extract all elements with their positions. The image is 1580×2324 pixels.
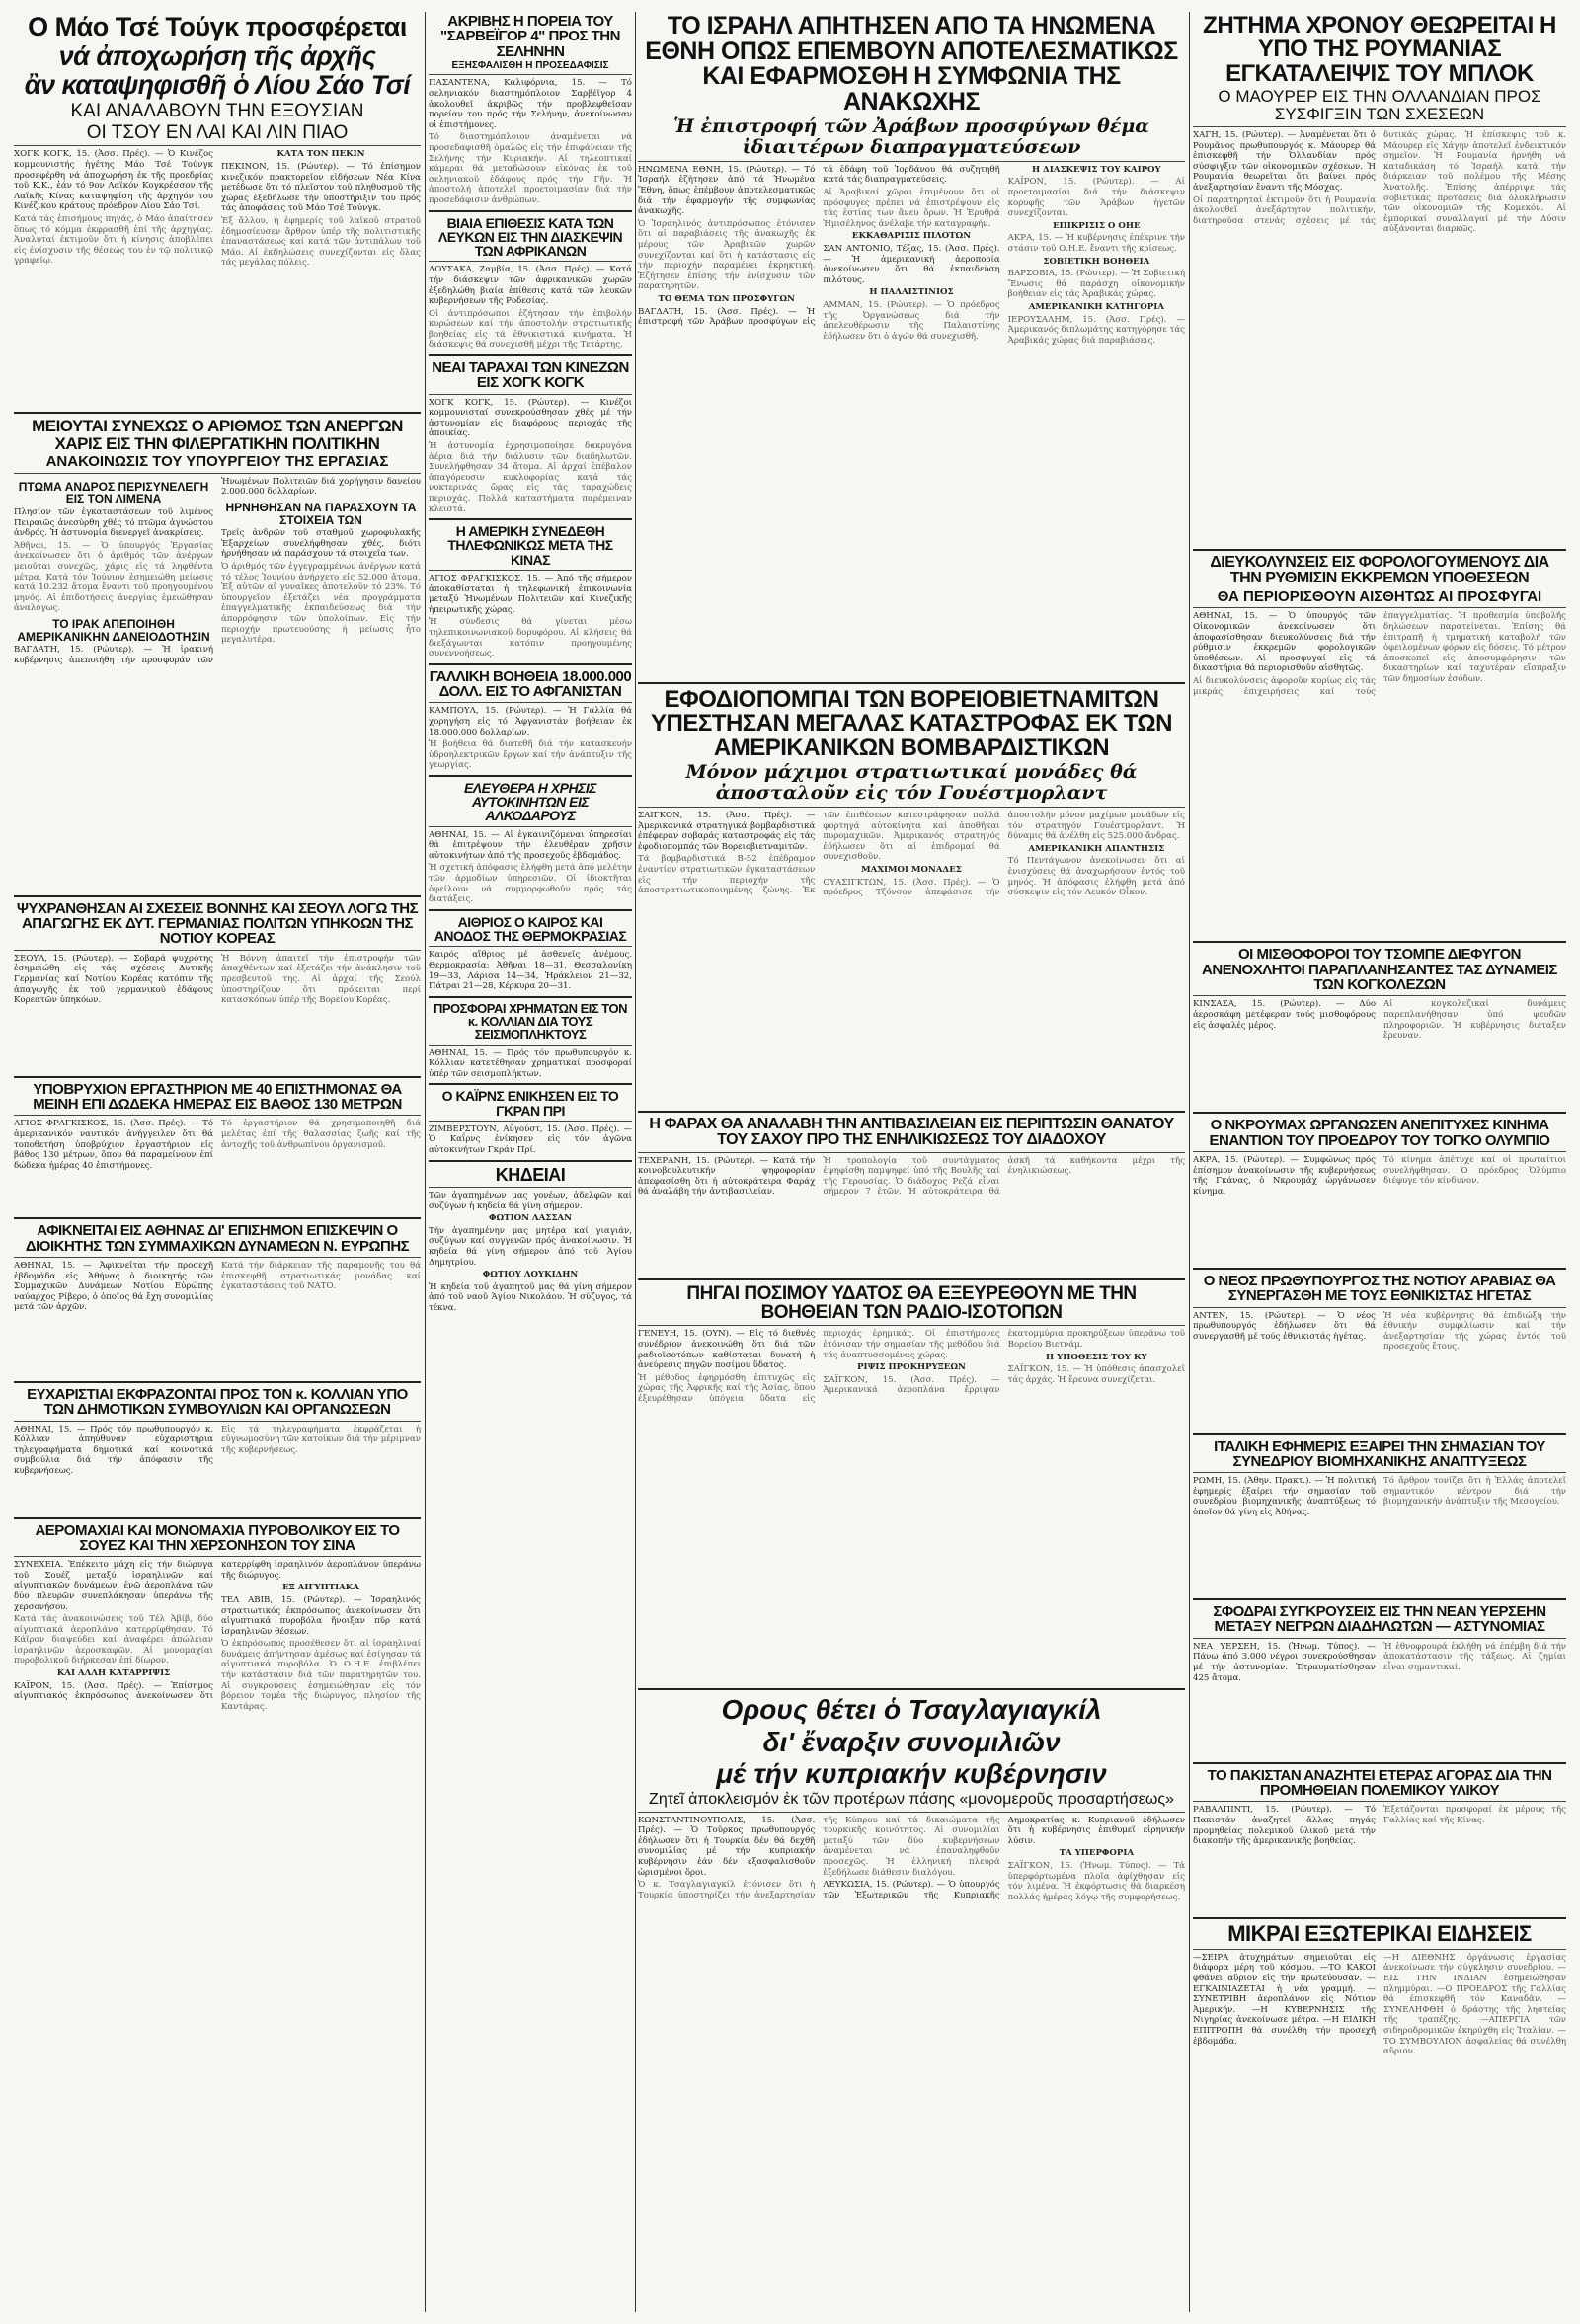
- funeral-name-2: ΦΩΤΙΟΥ ΛΟΥΚΙΔΗΝ: [482, 1270, 579, 1280]
- headline-notios-aravia: Ο ΝΕΟΣ ΠΡΩΘΥΠΟΥΡΓΟΣ ΤΗΣ ΝΟΤΙΟΥ ΑΡΑΒΙΑΣ ΘΑ ΣΥΝΕΡΓΑΣΘΗ ΜΕ ΤΟΥΣ ΕΘΝΙΚΙΣΤΑΣ ΗΓΕΤΑΣ: [1203, 1272, 1556, 1305]
- subhead-kata-ton-pekin: ΚΑΤΑ ΤΟΝ ΠΕΚΙΝ: [276, 149, 365, 160]
- funeral-name-1: ΦΩΤΙΟΝ ΛΑΣΣΑΝ: [489, 1213, 572, 1224]
- subhead-ptoma: ΠΤΩΜΑ ΑΝΔΡΟΣ ΠΕΡΙΣΥΝΕΛΕΓΗ ΕΙΣ ΤΟΝ ΛΙΜΕΝΑ: [18, 479, 209, 506]
- headline-tsaglayangil-3: μέ τήν κυπριακήν κυβέρνησιν: [716, 1757, 1107, 1789]
- subhead-yperforia: ΤΑ ΥΠΕΡΦΟΡΙΑ: [1059, 1848, 1135, 1859]
- headline-nkroumach: Ο ΝΚΡΟΥΜΑΧ ΩΡΓΑΝΩΣΕΝ ΑΝΕΠΙΤΥΧΕΣ ΚΙΝΗΜΑ ΕΝΑΝΤΙΟΝ ΤΟΥ ΠΡΟΕΔΡΟΥ ΤΟΥ ΤΟΓΚΟ ΟΛΥΜΠΙΟ: [1209, 1117, 1550, 1149]
- subheadline-roumania: Ο ΜΑΟΥΡΕΡ ΕΙΣ ΤΗΝ ΟΛΛΑΝΔΙΑΝ ΠΡΟΣ ΣΥΣΦΙΓΞΙΝ ΤΩΝ ΣΧΕΣΕΩΝ: [1218, 87, 1541, 124]
- article-farach-body: ΤΕΧΕΡΑΝΗ, 15. (Ρώυτερ). — Κατά τήν κοινοβουλευτικήν ψηφοφορίαν ἀπεφασίσθη ὅτι ἡ αὐτοκράτειρα Φαράχ θά ἀναλάβη τήν ἀντιβασιλείαν. Ἡ τροπολογία τοῦ συντάγματος ἐψηφίσθη παμψηφεί ὑπό τῆς Βουλῆς καί τῆς Γερουσίας. Ὁ διάδοχος Ρεζά εἶναι σήμερον 7 ἐτῶν. Ἡ αὐτοκράτειρα θά ἀσκῆ τά καθήκοντα μέχρι τῆς ἐνηλικιώσεως.: [638, 1155, 1185, 1198]
- subheadline-mao-2: ΟΙ ΤΣΟΥ ΕΝ ΛΑΙ ΚΑΙ ΛΙΝ ΠΙΑΟ: [86, 121, 349, 143]
- headline-mao-1: Ο Μάο Τσέ Τούγκ προσφέρεται: [28, 12, 407, 41]
- headline-bonn-seoul: ΨΥΧΡΑΝΘΗΣΑΝ ΑΙ ΣΧΕΣΕΙΣ ΒΟΝΝΗΣ ΚΑΙ ΣΕΟΥΛ ΛΟΓΩ ΤΗΣ ΑΠΑΓΩΓΗΣ ΕΚ ΔΥΤ. ΓΕΡΜΑΝΙΑΣ ΠΟΛΙΤΩΝ ΥΠΗΚΟΩΝ ΤΗΣ ΝΟΤΙΟΥ ΚΟΡΕΑΣ: [16, 899, 419, 948]
- article-eucharistiai-body: ΑΘΗΝΑΙ, 15. — Πρός τόν πρωθυπουργόν κ. Κόλλιαν ἀπηύθυναν εὐχαριστήρια τηλεγραφήματα δημοτικά καί κοινοτικά συμβούλια διά τήν ἀπόφασιν τῆς κυβερνήσεως. Εἰς τά τηλεγραφήματα ἐκφράζεται ἡ εὐγνωμοσύνη τῶν κατοίκων διά τήν μέριμναν τῆς κυβερνήσεως.: [14, 1424, 421, 1476]
- subhead-amerikaniki-apantisis: ΑΜΕΡΙΚΑΝΙΚΗ ΑΠΑΝΤΗΣΙΣ: [1028, 843, 1165, 854]
- headline-sarveyor: ΑΚΡΙΒΗΣ Η ΠΟΡΕΙΑ ΤΟΥ "ΣΑΡΒΕΪΓΟΡ 4" ΠΡΟΣ ΤΗΝ ΣΕΛΗΝΗΝ: [440, 13, 620, 60]
- article-nea-tarachai-body: ΧΟΓΚ ΚΟΓΚ, 15. (Ρώυτερ). — Κινέζοι κομμουνισταί συνεκρούσθησαν χθές μέ τήν ἀστυνομίαν εἰς διαφόρους περιοχάς τῆς ἀποικίας.: [429, 397, 632, 439]
- article-mao-body: ΧΟΓΚ ΚΟΓΚ, 15. (Ἀσσ. Πρές). — Ὁ Κινέζος κομμουνιστής ἡγέτης Μάο Τσέ Τούνγκ προσεφέρθη νά ἀποχωρήση ἐκ τῆς προεδρίας τοῦ Κ.Κ., ἐάν τό 9ον Λαϊκόν Κογκρέσσον τῆς Λαϊκῆς Κίνας καταψηφίση τῆς ἀρχηγόν του Κινέζικου κράτους πρόεδρον Λίου Σάο Τσί. Κατά τάς ἐπισήμους πηγάς, ὁ Μάο ἀπαίτησεν ὅπως τό κόμμα ἐκφρασθῆ ἐπί τῆς ἀρχηγίας. Ἀναλυταί ἐκτιμοῦν ὅτι ἡ κίνησις ἀποβλέπει εἰς ἐνίσχυσιν τῆς θέσεώς του ἐν τῷ πολιτικῷ γραφείῳ. ΚΑΤΑ ΤΟΝ ΠΕΚΙΝ ΠΕΚΙΝΟΝ, 15. (Ρώυτερ). — Τό ἐπίσημον κινεζικόν πρακτορεῖον εἰδήσεων Νέα Κίνα μετέδωσε ὅτι τό πλεῖστον τοῦ πληθυσμοῦ τῆς χώρας ἐξεδήλωσε τήν ὑποστήριξιν του πρός τάς ἀποφάσεις τοῦ Μάο Τσέ Τούνγκ. Ἐξ ἄλλου, ἡ ἐφημερίς τοῦ λαϊκοῦ στρατοῦ ἐδημοσίευσεν ἄρθρον ὑπέρ τῆς πολιτιστικῆς ἐπαναστάσεως καί κατά τῶν ἀντιπάλων τοῦ Μάο. Αἱ ἐκδηλώσεις συνεχίζονται εἰς ὅλας τάς μεγάλας πόλεις.: [14, 149, 421, 269]
- subheadline-efodiopompai: Μόνον μάχιμοι στρατιωτικαί μονάδες θά ἀποσταλοῦν εἰς τόν Γουέστμορλαντ: [685, 761, 1138, 805]
- headline-galliki-voitheia: ΓΑΛΛΙΚΗ ΒΟΗΘΕΙΑ 18.000.000 ΔΟΛΛ. ΕΙΣ ΤΟ ΑΦΓΑΝΙΣΤΑΝ: [429, 667, 632, 701]
- headline-misthoforoi: ΟΙ ΜΙΣΘΟΦΟΡΟΙ ΤΟΥ ΤΣΟΜΠΕ ΔΙΕΦΥΓΟΝ ΑΝΕΝΟΧΛΗΤΟΙ ΠΑΡΑΠΛΑΝΗΣΑΝΤΕΣ ΤΑΣ ΔΥΝΑΜΕΙΣ ΤΩΝ ΚΟΓΚΟΛΕΖΩΝ: [1202, 946, 1557, 994]
- headline-afiknitai: ΑΦΙΚΝΕΙΤΑΙ ΕΙΣ ΑΘΗΝΑΣ ΔΙ' ΕΠΙΣΗΜΟΝ ΕΠΙΣΚΕΨΙΝ Ο ΔΙΟΙΚΗΤΗΣ ΤΩΝ ΣΥΜΜΑΧΙΚΩΝ ΔΥΝΑΜΕΩΝ Ν. ΕΥΡΩΠΗΣ: [25, 1222, 410, 1255]
- headline-nea-yersei: ΣΦΟΔΡΑΙ ΣΥΓΚΡΟΥΣΕΙΣ ΕΙΣ ΤΗΝ ΝΕΑΝ ΥΕΡΣΕΗΝ ΜΕΤΑΞΥ ΝΕΓΡΩΝ ΔΙΑΔΗΛΩΤΩΝ — ΑΣΤΥΝΟΜΙΑΣ: [1213, 1603, 1546, 1636]
- column-rule: [425, 12, 426, 2312]
- article-roumania-body: ΧΑΓΗ, 15. (Ρώυτερ). — Ἀναμένεται ὅτι ὁ Ρουμᾶνος πρωθυπουργός κ. Μάουρερ θά ἐπισκεφθῆ τήν Ὀλλανδίαν πρός σύσφιγξιν τῶν οἰκονομικῶν σχέσεων. Ἡ Ρουμανία θεωρεῖται ὅτι βαίνει πρός ἀνεξαρτησίαν ἔναντι τῆς Μόσχας. Οἱ παρατηρηταί ἐκτιμοῦν ὅτι ἡ Ρουμανία ἀκολουθεῖ ἀνεξάρτητον πολιτικήν, διατηροῦσα στενάς σχέσεις μέ τάς δυτικάς χώρας. Ἡ ἐπίσκεψις τοῦ κ. Μάουρερ εἰς Χάγην ἀποτελεῖ ἐνδεικτικόν σημεῖον. Ἡ Ρουμανία ἠρνήθη νά καταδικάση τό Ἰσραήλ κατά τήν διάρκειαν τοῦ πολέμου τῆς Μέσης Ἀνατολῆς. Ἐπίσης ἀπέρριψε τάς σοβιετικάς προτάσεις διά ὀλοκλήρωσιν τῶν οἰκονομιῶν τῆς Κομεκόν. Αἱ ἐμπορικαί συναλλαγαί μέ τήν Δύσιν αὐξάνονται διαρκῶς.: [1193, 130, 1566, 235]
- subhead-ekkrisis-oie: ΕΠΙΚΡΙΣΙΣ Ο ΟΗΕ: [1053, 220, 1141, 231]
- article-afiknitai-body: ΑΘΗΝΑΙ, 15. — Ἀφικνεῖται τήν προσεχῆ ἑβδομάδα εἰς Ἀθήνας ὁ διοικητής τῶν Συμμαχικῶν Δυνάμεων Νοτίου Εὐρώπης ναύαρχος Ρίβερο, ὁ ὁποῖος θά ἔχη συνομιλίας μετά τῶν ἀρχῶν. Κατά τήν διάρκειαν τῆς παραμονῆς του θά ἐπισκεφθῆ στρατιωτικάς μονάδας καί ἐγκαταστάσεις τοῦ ΝΑΤΟ.: [14, 1260, 421, 1313]
- article-notios-aravia-body: ΑΝΤΕΝ, 15. (Ρώυτερ). — Ὁ νέος πρωθυπουργός ἐδήλωσεν ὅτι θά συνεργασθῆ μέ τούς ἐθνικιστάς ἡγέτας. Ἡ νέα κυβέρνησις θά ἐπιδιώξη τήν ἐθνικήν συμφιλίωσιν καί τήν ἀνεξαρτησίαν τῆς χώρας ἐντός τοῦ προσεχοῦς ἔτους.: [1193, 1310, 1566, 1353]
- article-nkroumach-body: ΑΚΡΑ, 15. (Ρώυτερ). — Συμφώνως πρός ἐπίσημον ἀνακοίνωσιν τῆς κυβερνήσεως τῆς Γκάνας, ὁ Νκρουμάχ ὠργάνωσεν κίνημα. Τό κίνημα ἀπέτυχε καί οἱ πρωταίτιοι συνελήφθησαν. Ὁ πρόεδρος Ὀλύμπιο διέφυγε τόν κίνδυνον.: [1193, 1154, 1566, 1197]
- subhead-ripsi: ΡΙΨΙΣ ΠΡΟΚΗΡΥΞΕΩΝ: [857, 1362, 966, 1373]
- headline-pakistan: ΤΟ ΠΑΚΙΣΤΑΝ ΑΝΑΖΗΤΕΙ ΕΤΕΡΑΣ ΑΓΟΡΑΣ ΔΙΑ ΤΗΝ ΠΡΟΜΗΘΕΙΑΝ ΠΟΛΕΜΙΚΟΥ ΥΛΙΚΟΥ: [1207, 1766, 1552, 1800]
- subhead-ypothesi: Η ΥΠΟΘΕΣΙΣ ΤΟΥ ΚΥ: [1045, 1352, 1147, 1362]
- headline-italiki: ΙΤΑΛΙΚΗ ΕΦΗΜΕΡΙΣ ΕΞΑΙΡΕΙ ΤΗΝ ΣΗΜΑΣΙΑΝ ΤΟΥ ΣΥΝΕΔΡΙΟΥ ΒΙΟΜΗΧΑΝΙΚΗΣ ΑΝΑΠΤΥΞΕΩΣ: [1214, 1437, 1545, 1470]
- subhead-palaistini: Η ΠΑΛΑΙΣΤΙΝΙΟΣ: [869, 287, 954, 298]
- column-2: ΑΚΡΙΒΗΣ Η ΠΟΡΕΙΑ ΤΟΥ "ΣΑΡΒΕΪΓΟΡ 4" ΠΡΟΣ ΤΗΝ ΣΕΛΗΝΗΝ ΕΞΗΣΦΑΛΙΣΘΗ Η ΠΡΟΣΕΔΑΦΙΣΙΣ ΠΑΣΑΝΤΕΝΑ, Καλιφόρνια, 15. — Τό σεληνιακόν διαστημόπλοιον Σαρβέϊγορ 4 ἀκολουθεῖ ἀκριβῶς τήν προβλεφθεῖσαν πορείαν του πρός τήν Σελήνην, ἀνεκοίνωσαν οἱ ἐπιστήμονες. Τό διαστημόπλοιον ἀναμένεται νά προσεδαφισθῆ ὁμαλῶς εἰς τήν ἐπιφάνειαν τῆς Σελήνης τήν Κυριακήν. Αἱ τηλεοπτικαί κάμεραι θά μεταδώσουν εἰκόνας ἐκ τοῦ σεληνιακοῦ ἐδάφους πρός τήν Γῆν. Ἡ ἀποστολή ἀποτελεῖ προετοιμασίαν διά τήν προσεδάφισιν ἀνθρώπων. ΒΙΑΙΑ ΕΠΙΘΕΣΙΣ ΚΑΤΑ ΤΩΝ ΛΕΥΚΩΝ ΕΙΣ ΤΗΝ ΔΙΑΣΚΕΨΙΝ ΤΩΝ ΑΦΡΙΚΑΝΩΝ ΛΟΥΣΑΚΑ, Ζαμβία, 15. (Ἀσσ. Πρές). — Κατά τήν διάσκεψιν τῶν ἀφρικανικῶν χωρῶν ἐξεδηλώθη βιαία ἐπίθεσις κατά τῶν λευκῶν κυβερνήσεων τῆς Ροδεσίας. Οἱ ἀντιπρόσωποι ἐζήτησαν τήν ἐπιβολήν κυρώσεων καί τήν ἀποστολήν στρατιωτικῆς βοηθείας εἰς τά ἐθνικιστικά κινήματα. Ἡ διάσκεψις θά συνεχισθῆ μέχρι τῆς Τετάρτης. ΝΕΑΙ ΤΑΡΑΧΑΙ ΤΩΝ ΚΙΝΕΖΩΝ ΕΙΣ ΧΟΓΚ ΚΟΓΚ ΧΟΓΚ ΚΟΓΚ, 15. (Ρώυτερ). — Κινέζοι κομμουνισταί συνεκρούσθησαν χθές μέ τήν ἀστυνομίαν εἰς διαφόρους περιοχάς τῆς ἀποικίας. Ἡ ἀστυνομία ἐχρησιμοποίησε δακρυγόνα ἀέρια διά τήν διάλυσιν τῶν διαδηλωτῶν. Συνελήφθησαν 34 ἄτομα. Αἱ ἀρχαί ἐπέβαλον ἀπαγόρευσιν κυκλοφορίας κατά τάς νυκτερινάς ὥρας εἰς τάς ταραχώδεις περιοχάς. Πολλά καταστήματα παρέμειναν κλειστά. Η ΑΜΕΡΙΚΗ ΣΥΝΕΔΕΘΗ ΤΗΛΕΦΩΝΙΚΩΣ ΜΕΤΑ ΤΗΣ ΚΙΝΑΣ ΑΓΙΟΣ ΦΡΑΓΚΙΣΚΟΣ, 15. — Ἀπό τῆς σήμερον ἀποκαθίσταται ἡ τηλεφωνική ἐπικοινωνία μεταξύ Ἡνωμένων Πολιτειῶν καί Κινεζικῆς ἠπειρωτικῆς χώρας. Ἡ σύνδεσις θά γίνεται μέσω τηλεπικοινωνιακοῦ δορυφόρου. Αἱ κλήσεις θά διεξάγωνται κατόπιν προηγουμένης συνεννοήσεως. ΓΑΛΛΙΚΗ ΒΟΗΘΕΙΑ 18.000.000 ΔΟΛΛ. ΕΙΣ ΤΟ ΑΦΓΑΝΙΣΤΑΝ ΚΑΜΠΟΥΛ, 15. (Ρώυτερ). — Ἡ Γαλλία θά χορηγήση εἰς τό Ἀφγανιστάν βοήθειαν ἐκ 18.000.000 δολλαρίων. Ἡ βοήθεια θά διατεθῆ διά τήν κατασκευήν ὑδροηλεκτρικῶν ἔργων καί τήν ἀνάπτυξιν τῆς γεωργίας. ΕΛΕΥΘΕΡΑ Η ΧΡΗΣΙΣ ΑΥΤΟΚΙΝΗΤΩΝ ΕΙΣ ΑΛΚΟΔΑΡΟΥΣ ΑΘΗΝΑΙ, 15. — Αἱ ἐγκαινιζόμεναι ὑπηρεσίαι θά ἐπιτρέψουν τήν ἐλευθέραν χρῆσιν αὐτοκινήτων ἀπό τῆς προσεχοῦς ἑβδομάδος. Ἡ σχετική ἀπόφασις ἐλήφθη μετά ἀπό μελέτην τῶν ἁρμοδίων ὑπηρεσιῶν. Οἱ ἰδιοκτῆται ὀφείλουν νά συμμορφωθοῦν πρός τάς διατάξεις. ΑΙΘΡΙΟΣ Ο ΚΑΙΡΟΣ ΚΑΙ ΑΝΟΔΟΣ ΤΗΣ ΘΕΡΜΟΚΡΑΣΙΑΣ Καιρός αἴθριος μέ ἀσθενεῖς ἀνέμους. Θερμοκρασία: Ἀθῆναι 18—31, Θεσσαλονίκη 19—33, Λάρισα 14—34, Ἡράκλειον 21—32, Πάτραι 21—28, Κέρκυρα 20—31. ΠΡΟΣΦΟΡΑΙ ΧΡΗΜΑΤΩΝ ΕΙΣ ΤΟΝ κ. ΚΟΛΛΙΑΝ ΔΙΑ ΤΟΥΣ ΣΕΙΣΜΟΠΛΗΚΤΟΥΣ ΑΘΗΝΑΙ, 15. — Πρός τόν πρωθυπουργόν κ. Κόλλιαν κατετέθησαν χρηματικαί προσφοραί ὑπέρ τῶν σεισμοπλήκτων. Ο ΚΑΪΡΝΣ ΕΝΙΚΗΣΕΝ ΕΙΣ ΤΟ ΓΚΡΑΝ ΠΡΙ ΖΙΜΒΕΡΣΤΟΥΝ, Αὐγούστ, 15. (Ἀσσ. Πρές). — Ὁ Καΐρνς ἐνίκησεν εἰς τόν ἀγῶνα αὐτοκινήτων Γκράν Πρί. ΚΗΔΕΙΑΙ Τῶν ἀγαπημένων μας γονέων, ἀδελφῶν καί συζύγων ἡ κηδεία θά γίνη σήμερον. ΦΩΤΙΟΝ ΛΑΣΣΑΝ Τήν ἀγαπημένην μας μητέρα καί γιαγιάν, συζύγων καί συγγενῶν πρός ἀνακοίνωσιν. Ἡ κηδεία θά γίνη σήμερον ἀπό τοῦ Ἁγίου Δημητρίου. ΦΩΤΙΟΥ ΛΟΥΚΙΔΗΝ Ἡ κηδεία τοῦ ἀγαπητοῦ μας θά γίνη σήμερον ἀπό τοῦ ναοῦ Ἁγίου Νικολάου. Ἡ σύζυγος, τά τέκνα.: [429, 13, 632, 1313]
- article-israel-body: ΗΝΩΜΕΝΑ ΕΘΝΗ, 15. (Ρώυτερ). — Τό Ἰσραήλ ἐζήτησεν ἀπό τά Ἡνωμένα Ἔθνη, ὅπως ἐπέμβουν ἀποτελεσματικῶς διά τήν ἐφαρμογήν τῆς συμφωνίας ἀνακωχῆς. Ὁ Ἰσραηλινός ἀντιπρόσωπος ἐτόνισεν ὅτι αἱ παραβιάσεις τῆς ἀνακωχῆς ἐκ μέρους τῶν Ἀραβικῶν χωρῶν συνεχίζονται καί ὅτι ἡ κατάστασις εἰς τήν περιοχήν παραμένει ἐκρηκτική. Ἐζήτησεν ἐπίσης τήν ἐνίσχυσιν τῶν παρατηρητῶν. ΤΟ ΘΕΜΑ ΤΩΝ ΠΡΟΣΦΥΓΩΝ ΒΑΓΔΑΤΗ, 15. (Ἀσσ. Πρές). — Ἡ ἐπιστροφή τῶν Ἀράβων προσφύγων εἰς τά ἐδάφη τοῦ Ἰορδάνου θά συζητηθῆ κατά τάς διαπραγματεύσεις. Αἱ Ἀραβικαί χῶραι ἐπιμένουν ὅτι οἱ πρόσφυγες πρέπει νά ἐπιστρέψουν εἰς τάς ἑστίας των ἄνευ ὅρων. Ἡ Ἐρυθρά Ἡμισέληνος ἀνέλαβε τήν καταγραφήν. ΕΚΚΑΘΑΡΙΣΙΣ ΠΙΛΟΤΩΝ ΣΑΝ ΑΝΤΟΝΙΟ, Τέξας, 15. (Ἀσσ. Πρές). — Ἡ ἀμερικανική ἀεροπορία ἀνεκοίνωσεν ὅτι θά ἐκπαιδεύση πιλότους. Η ΠΑΛΑΙΣΤΙΝΙΟΣ ΑΜΜΑΝ, 15. (Ρώυτερ). — Ὁ πρόεδρος τῆς Ὀργανώσεως διά τήν ἀπελευθέρωσιν τῆς Παλαιστίνης ἐδήλωσεν ὅτι ὁ ἀγών θά συνεχισθῆ. Η ΔΙΑΣΚΕΨΙΣ ΤΟΥ ΚΑΪΡΟΥ ΚΑΪΡΟΝ, 15. (Ρώυτερ). — Αἱ προετοιμασίαι διά τήν διάσκεψιν κορυφῆς τῶν Ἀράβων ἡγετῶν συνεχίζονται. ΕΠΙΚΡΙΣΙΣ Ο ΟΗΕ ΑΚΡΑ, 15. — Ἡ κυβέρνησις ἐπέκρινε τήν στάσιν τοῦ Ο.Η.Ε. ἔναντι τῆς κρίσεως. ΣΟΒΙΕΤΙΚΗ ΒΟΗΘΕΙΑ ΒΑΡΣΟΒΙΑ, 15. (Ρώυτερ). — Ἡ Σοβιετική Ἕνωσις θά παράσχη οἰκονομικήν βοήθειαν εἰς τάς Ἀραβικάς χώρας. ΑΜΕΡΙΚΑΝΙΚΗ ΚΑΤΗΓΟΡΙΑ ΙΕΡΟΥΣΑΛΗΜ, 15. (Ἀσσ. Πρές). — Ἀμερικανός διπλωμάτης κατηγόρησε τάς Ἀραβικάς χώρας διά παραβιάσεις.: [638, 164, 1185, 346]
- headline-israel: ΤΟ ΙΣΡΑΗΛ ΑΠΗΤΗΣΕΝ ΑΠΟ ΤΑ ΗΝΩΜΕΝΑ ΕΘΝΗ ΟΠΩΣ ΕΠΕΜΒΟΥΝ ΑΠΟΤΕΛΕΣΜΑΤΙΚΩΣ ΚΑΙ ΕΦΑΡΜΟΣΘΗ Η ΣΥΜΦΩΝΙΑ ΤΗΣ ΑΝΑΚΩΧΗΣ: [645, 12, 1178, 116]
- subhead-maximoi: ΜΑΧΙΜΟΙ ΜΟΝΑΔΕΣ: [861, 864, 962, 875]
- column-3: [638, 12, 1185, 2312]
- headline-tsaglayangil-2: δι' ἔναρξιν συνομιλιῶν: [762, 1726, 1061, 1757]
- headline-roumania: ΖΗΤΗΜΑ ΧΡΟΝΟΥ ΘΕΩΡΕΙΤΑΙ Η ΥΠΟ ΤΗΣ ΡΟΥΜΑΝΙΑΣ ΕΓΚΑΤΑΛΕΙΨΙΣ ΤΟΥ ΜΠΛΟΚ: [1203, 12, 1556, 87]
- article-pakistan-body: ΡΑΒΑΛΠΙΝΤΙ, 15. (Ρώυτερ). — Τό Πακιστάν ἀναζητεῖ ἄλλας πηγάς προμηθείας πολεμικοῦ ὑλικοῦ μετά τήν διακοπήν τῆς ἀμερικανικῆς βοηθείας. Ἐξετάζονται προσφοραί ἐκ μέρους τῆς Γαλλίας καί τῆς Κίνας.: [1193, 1805, 1566, 1847]
- subhead-irak: ΤΟ ΙΡΑΚ ΑΠΕΠΟΙΗΘΗ ΑΜΕΡΙΚΑΝΙΚΗΝ ΔΑΝΕΙΟΔΟΤΗΣΙΝ: [17, 617, 210, 644]
- subhead-katigoria: ΑΜΕΡΙΚΑΝΙΚΗ ΚΑΤΗΓΟΡΙΑ: [1028, 301, 1164, 312]
- headline-eucharistiai: ΕΥΧΑΡΙΣΤΙΑΙ ΕΚΦΡΑΖΟΝΤΑΙ ΠΡΟΣ ΤΟΝ κ. ΚΟΛΛΙΑΝ ΥΠΟ ΤΩΝ ΔΗΜΟΤΙΚΩΝ ΣΥΜΒΟΥΛΙΩΝ ΚΑΙ ΟΡΓΑΝΩΣΕΩΝ: [27, 1385, 408, 1419]
- headline-anergoi: ΜΕΙΟΥΤΑΙ ΣΥΝΕΧΩΣ Ο ΑΡΙΘΜΟΣ ΤΩΝ ΑΝΕΡΓΩΝ ΧΑΡΙΣ ΕΙΣ ΤΗΝ ΦΙΛΕΡΓΑΤΙΚΗΝ ΠΟΛΙΤΙΚΗΝ: [32, 417, 403, 453]
- headline-aeromachiai: ΑΕΡΟΜΑΧΙΑΙ ΚΑΙ ΜΟΝΟΜΑΧΙΑ ΠΥΡΟΒΟΛΙΚΟΥ ΕΙΣ ΤΟ ΣΟΥΕΖ ΚΑΙ ΤΗΝ ΧΕΡΣΟΝΗΣΟΝ ΤΟΥ ΣΙΝΑ: [35, 1521, 400, 1554]
- article-tsaglayangil-body: ΚΩΝΣΤΑΝΤΙΝΟΥΠΟΛΙΣ, 15. (Ἀσσ. Πρές). — Ὁ Τοῦρκος πρωθυπουργός ἐδήλωσεν ὅτι ἡ Τουρκία δέν θά δεχθῆ συνομιλίας μέ τήν κυπριακήν κυβέρνησιν ἐάν δέν ἐξασφαλισθοῦν ὡρισμένοι ὅροι. Ὁ κ. Τσαγλαγιαγκίλ ἐτόνισεν ὅτι ἡ Τουρκία ὑποστηρίζει τήν ἀνεξαρτησίαν τῆς Κύπρου καί τά δικαιώματα τῆς τουρκικῆς κοινότητος. Αἱ συνομιλίαι μεταξύ τῶν δύο κυβερνήσεων ἀναμένεται νά ἐπαναληφθοῦν προσεχῶς. Ἡ ἑλληνική πλευρά ἐξεδήλωσε διάθεσιν διαλόγου. ΛΕΥΚΩΣΙΑ, 15. (Ρώυτερ). — Ὁ ὑπουργός τῶν Ἐξωτερικῶν τῆς Κυπριακῆς Δημοκρατίας κ. Κυπριανοῦ ἐδήλωσεν ὅτι ἡ κυβέρνησις ἐπιθυμεῖ εἰρηνικήν λύσιν. ΤΑ ΥΠΕΡΦΟΡΙΑ ΣΑΪΓΚΟΝ, 15. (Ἡνωμ. Τύπος). — Τά ὑπερφόρτωμένα πλοῖα ἀφίχθησαν εἰς τόν λιμένα. Ἡ ἐκφόρτωσις θά διαρκέση πολλάς ἡμέρας λόγῳ τῆς συμφορήσεως.: [638, 1815, 1185, 1902]
- headline-eleuthera-xrisis: ΕΛΕΥΘΕΡΑ Η ΧΡΗΣΙΣ ΑΥΤΟΚΙΝΗΤΩΝ ΕΙΣ ΑΛΚΟΔΑΡΟΥΣ: [463, 779, 597, 824]
- headline-viaia-epithesis: ΒΙΑΙΑ ΕΠΙΘΕΣΙΣ ΚΑΤΑ ΤΩΝ ΛΕΥΚΩΝ ΕΙΣ ΤΗΝ ΔΙΑΣΚΕΨΙΝ ΤΩΝ ΑΦΡΙΚΑΝΩΝ: [437, 214, 623, 260]
- article-kairns-body: ΖΙΜΒΕΡΣΤΟΥΝ, Αὐγούστ, 15. (Ἀσσ. Πρές). — Ὁ Καΐρνς ἐνίκησεν εἰς τόν ἀγῶνα αὐτοκινήτων Γκράν Πρί.: [429, 1123, 632, 1155]
- subheadline-israel: Ἡ ἐπιστροφή τῶν Ἀράβων προσφύγων θέμα ἰδιαιτέρων διαπραγματεύσεων: [673, 116, 1149, 158]
- newspaper-page: [14, 12, 1566, 2312]
- headline-mikrai-eidiseis: ΜΙΚΡΑΙ ΕΞΩΤΕΡΙΚΑΙ ΕΙΔΗΣΕΙΣ: [1227, 1921, 1532, 1947]
- headline-aithrios: ΑΙΘΡΙΟΣ Ο ΚΑΙΡΟΣ ΚΑΙ ΑΝΟΔΟΣ ΤΗΣ ΘΕΡΜΟΚΡΑΣΙΑΣ: [434, 913, 627, 945]
- article-misthoforoi-body: ΚΙΝΣΑΣΑ, 15. (Ρώυτερ). — Δύο ἀεροσκάφη μετέφεραν τούς μισθοφόρους εἰς ἀσφαλές μέρος. Αἱ κογκολεζικαί δυνάμεις παρεπλανήθησαν ὑπό ψευδῶν πληροφοριῶν. Ἡ κυβέρνησις διέταξεν ἔρευναν.: [1193, 999, 1566, 1042]
- column-4: [1193, 12, 1566, 2312]
- subheadline-tsaglayangil: Ζητεῖ ἀποκλεισμόν ἐκ τῶν προτέρων πάσης «μονομεροῦς προσαρτήσεως»: [649, 1790, 1174, 1808]
- column-1: [14, 12, 421, 2312]
- article-bonn-seoul-body: ΣΕΟΥΛ, 15. (Ρώυτερ). — Σοβαρά ψυχρότης ἐσημειώθη εἰς τάς σχέσεις Δυτικῆς Γερμανίας καί Νοτίου Κορέας κατόπιν τῆς ἀπαγωγῆς ἐκ τοῦ γερμανικοῦ ἐδάφους Κορεατῶν ὑπηκόων. Ἡ Βόννη ἀπαιτεῖ τήν ἐπιστροφήν τῶν ἀπαχθέντων καί ἐξετάζει τήν ἀνάκλησιν τοῦ πρεσβευτοῦ της. Αἱ ἀρχαί τῆς Σεούλ ὑποστηρίζουν ὅτι πρόκειται περί κατασκόπων ὑπέρ τῆς Βορείου Κορέας.: [14, 953, 421, 1006]
- subhead-to-thema: ΤΟ ΘΕΜΑ ΤΩΝ ΠΡΟΣΦΥΓΩΝ: [658, 293, 795, 304]
- subheadline-mao-1: ΚΑΙ ΑΝΑΛΑΒΟΥΝ ΤΗΝ ΕΞΟΥΣΙΑΝ: [70, 100, 364, 121]
- headline-farach: Η ΦΑΡΑΧ ΘΑ ΑΝΑΛΑΒΗ ΤΗΝ ΑΝΤΙΒΑΣΙΛΕΙΑΝ ΕΙΣ ΠΕΡΙΠΤΩΣΙΝ ΘΑΝΑΤΟΥ ΤΟΥ ΣΑΧΟΥ ΠΡΟ ΤΗΣ ΕΝΗΛΙΚΙΩΣΕΩΣ ΤΟΥ ΔΙΑΔΟΧΟΥ: [649, 1115, 1174, 1149]
- article-foroi-body: ΑΘΗΝΑΙ, 15. — Ὁ ὑπουργός τῶν Οἰκονομικῶν ἀνεκοίνωσεν ὅτι ἀποφασίσθησαν διευκολύνσεις διά τήν ρύθμισιν ἐκκρεμῶν φορολογικῶν ὑποθέσεων. Αἱ προσφυγαί εἰς τά δικαστήρια θά περιορισθοῦν αἰσθητῶς. Αἱ διευκολύνσεις ἀφοροῦν κυρίως εἰς τάς μικράς ἐπιχειρήσεις καί τούς ἐπαγγελματίας. Ἡ προθεσμία ὑποβολῆς δηλώσεων παρατείνεται. Ἐπίσης θά ἐπιτραπῆ ἡ τμηματική καταβολή τῶν ὀφειλομένων φόρων εἰς δόσεις. Τό μέτρον ἀποσκοπεῖ εἰς ἀποσυμφόρησιν τῶν δικαστηρίων καί ταχυτέραν εἴσπραξιν τῶν δημοσίων ἐσόδων.: [1193, 611, 1566, 697]
- article-italiki-body: ΡΩΜΗ, 15. (Ἀθην. Πρακτ.). — Ἡ πολιτική ἐφημερίς ἐξαίρει τήν σημασίαν τοῦ συνεδρίου βιομηχανικῆς ἀναπτύξεως τό ὁποῖον θά γίνη εἰς Ἀθήνας. Τό ἄρθρον τονίζει ὅτι ἡ Ἑλλάς ἀποτελεῖ σημαντικόν κέντρον διά τήν βιομηχανικήν ἀνάπτυξιν τῆς Μεσογείου.: [1193, 1476, 1566, 1517]
- subhead-diaskepsi: Η ΔΙΑΣΚΕΨΙΣ ΤΟΥ ΚΑΪΡΟΥ: [1031, 164, 1161, 175]
- article-ypovrychion-body: ΑΓΙΟΣ ΦΡΑΓΚΙΣΚΟΣ, 15. (Ἀσσ. Πρές). — Τό ἀμερικανικόν ναυτικόν ἀνήγγειλεν ὅτι θά τοποθετήση ὑποβρύχιον ἐργαστήριον εἰς βάθος 130 μέτρων, ὅπου θά παραμείνουν ἐπί δώδεκα ἡμέρας 40 ἐπιστήμονες. Τό ἐργαστήριον θά χρησιμοποιηθῆ διά μελέτας ἐπί τῆς θαλασσίας ζωῆς καί τῆς ἀντοχῆς τοῦ ἀνθρωπίνου ὀργανισμοῦ.: [14, 1119, 421, 1171]
- article-aeromachiai-body: ΣΥΝΕΧΕΙΑ. Ἐπέκειτο μάχη εἰς τήν διώρυγα τοῦ Σουέζ μεταξύ ἰσραηλινῶν καί αἰγυπτιακῶν δυνάμεων, ἐνῶ ἀεροπλάνα τῶν δύο πλευρῶν συνεπλάκησαν ὑπεράνω τῆς χερσονήσου. Κατά τάς ἀνακοινώσεις τοῦ Τέλ Ἀβίβ, δύο αἰγυπτιακά ἀεροπλάνα κατερρίφθησαν. Τό Κάϊρον διαψεύδει καί ἀναφέρει ἀπώλειαν ἰσραηλινῶν ἀεροσκαφῶν. Αἱ μονομαχίαι πυροβολικοῦ διήρκεσαν ἐπί δίωρον. ΚΑΙ ΑΛΛΗ ΚΑΤΑΡΡΙΨΙΣ ΚΑΪΡΟΝ, 15. (Ἀσσ. Πρές). — Ἐπίσημος αἰγυπτιακός ἐκπρόσωπος ἀνεκοίνωσεν ὅτι κατερρίφθη ἰσραηλινόν ἀεροπλάνον ὑπεράνω τῆς διώρυγος. ΕΞ ΑΙΓΥΠΤΙΑΚΑ ΤΕΛ ΑΒΙΒ, 15. (Ρώυτερ). — Ἰσραηλινός στρατιωτικός ἐκπρόσωπος ἀνεκοίνωσεν ὅτι αἰγυπτιακά πυροβόλα ἤνοιξαν πῦρ κατά ἰσραηλινῶν θέσεων. Ὁ ἐκπρόσωπος προσέθεσεν ὅτι αἱ ἰσραηλιναί δυνάμεις ἀπήντησαν ἀμέσως καί ἐσίγησαν τά αἰγυπτιακά πυροβόλα. Ὁ Ο.Η.Ε. ἐπιβλέπει τήν κατάστασιν διά τῶν παρατηρητῶν του. Αἱ συγκρούσεις ἐσημειώθησαν εἰς τόν βόρειον τομέα τῆς διώρυγος, πλησίον τῆς Καντάρας.: [14, 1560, 421, 1712]
- article-eleuthera-body: ΑΘΗΝΑΙ, 15. — Αἱ ἐγκαινιζόμεναι ὑπηρεσίαι θά ἐπιτρέψουν τήν ἐλευθέραν χρῆσιν αὐτοκινήτων ἀπό τῆς προσεχοῦς ἑβδομάδος.: [429, 829, 632, 861]
- headline-mao-3: ἂν καταψηφισθῆ ὁ Λίου Σάο Τσί: [24, 70, 411, 101]
- subhead-sovietiki: ΣΟΒΙΕΤΙΚΗ ΒΟΗΘΕΙΑ: [1043, 256, 1150, 267]
- headline-foroi: ΔΙΕΥΚΟΛΥΝΣΕΙΣ ΕΙΣ ΦΟΡΟΛΟΓΟΥΜΕΝΟΥΣ ΔΙΑ ΤΗΝ ΡΥΘΜΙΣΙΝ ΕΚΚΡΕΜΩΝ ΥΠΟΘΕΣΕΩΝ: [1210, 554, 1549, 587]
- article-mikrai-eidiseis-body: —ΣΕΙΡΑ ἀτυχημάτων σημειοῦται εἰς διάφορα μέρη τοῦ κόσμου. —ΤΟ ΚΑΚΟΙ φθάνει αὔριον εἰς τήν πρωτεύουσαν. —ΕΓΚΑΙΝΙΑΖΕΤΑΙ ἡ νέα γραμμή. —ΣΥΝΕΤΡΙΒΗ ἀεροπλάνον εἰς Νότιον Ἀμερικήν. —Η ΚΥΒΕΡΝΗΣΙΣ τῆς Νιγηρίας ἀνεκοίνωσε μέτρα. —Η ΕΙΔΙΚΗ ΕΠΙΤΡΟΠΗ θά συνέλθη τήν προσεχῆ ἑβδομάδα. —Η ΔΙΕΘΝΗΣ ὀργάνωσις ἐργασίας ἀνεκοίνωσε τήν σύγκλησιν συνεδρίου. —ΕΙΣ ΤΗΝ ΙΝΔΙΑΝ ἐσημειώθησαν πλημμύραι. —Ο ΠΡΟΕΔΡΟΣ τῆς Γαλλίας θά ἐπισκεφθῆ τόν Καναδᾶν. —ΣΥΝΕΛΗΦΘΗ ὁ δράστης τῆς ληστείας τῆς τραπέζης. —ΑΠΕΡΓΙΑ τῶν σιδηροδρομικῶν ἐκηρύχθη εἰς Ἰταλίαν. —ΤΟ ΣΥΜΒΟΥΛΙΟΝ ἀσφαλείας θά συνέλθη αὔριον.: [1193, 1952, 1566, 2057]
- headline-pigai: ΠΗΓΑΙ ΠΟΣΙΜΟΥ ΥΔΑΤΟΣ ΘΑ ΕΞΕΥΡΕΘΟΥΝ ΜΕ ΤΗΝ ΒΟΗΘΕΙΑΝ ΤΩΝ ΡΑΔΙΟ-ΙΣΟΤΟΠΩΝ: [686, 1282, 1137, 1323]
- article-aithrios-body: Καιρός αἴθριος μέ ἀσθενεῖς ἀνέμους. Θερμοκρασία: Ἀθῆναι 18—31, Θεσσαλονίκη 19—33, Λάρισα 14—34, Ἡράκλειον 21—32, Πάτραι 21—28, Κέρκυρα 20—31.: [429, 950, 632, 992]
- column-rule: [635, 12, 636, 2312]
- headline-tsaglayangil-1: Ορους θέτει ὁ Τσαγλαγιαγκίλ: [721, 1694, 1102, 1726]
- article-amerikh-kina-body: ΑΓΙΟΣ ΦΡΑΓΚΙΣΚΟΣ, 15. — Ἀπό τῆς σήμερον ἀποκαθίσταται ἡ τηλεφωνική ἐπικοινωνία μεταξύ Ἡνωμένων Πολιτειῶν καί Κινεζικῆς ἠπειρωτικῆς χώρας.: [429, 573, 632, 615]
- headline-nea-tarachai: ΝΕΑΙ ΤΑΡΑΧΑΙ ΤΩΝ ΚΙΝΕΖΩΝ ΕΙΣ ΧΟΓΚ ΚΟΓΚ: [432, 359, 629, 392]
- article-prosforai-body: ΑΘΗΝΑΙ, 15. — Πρός τόν πρωθυπουργόν κ. Κόλλιαν κατετέθησαν χρηματικαί προσφοραί ὑπέρ τῶν σεισμοπλήκτων.: [429, 1047, 632, 1079]
- subhead-kai-alli: ΚΑΙ ΑΛΛΗ ΚΑΤΑΡΡΙΨΙΣ: [56, 1668, 171, 1679]
- article-galliki-body: ΚΑΜΠΟΥΛ, 15. (Ρώυτερ). — Ἡ Γαλλία θά χορηγήση εἰς τό Ἀφγανιστάν βοήθειαν ἐκ 18.000.000 δολλαρίων.: [429, 706, 632, 737]
- column-rule: [1189, 12, 1190, 2312]
- headline-prosforai: ΠΡΟΣΦΟΡΑΙ ΧΡΗΜΑΤΩΝ ΕΙΣ ΤΟΝ κ. ΚΟΛΛΙΑΝ ΔΙΑ ΤΟΥΣ ΣΕΙΣΜΟΠΛΗΚΤΟΥΣ: [434, 1000, 627, 1043]
- subheadline-anergoi: ΑΝΑΚΟΙΝΩΣΙΣ ΤΟΥ ΥΠΟΥΡΓΕΙΟΥ ΤΗΣ ΕΡΓΑΣΙΑΣ: [45, 453, 389, 471]
- article-anergoi-body: ΠΤΩΜΑ ΑΝΔΡΟΣ ΠΕΡΙΣΥΝΕΛΕΓΗ ΕΙΣ ΤΟΝ ΛΙΜΕΝΑ Πλησίον τῶν ἐγκαταστάσεων τοῦ λιμένος Πειραιῶς ἀνεσύρθη χθές τό πτῶμα ἀγνώστου ἀνδρός. Ἡ ἀστυνομία διενεργεῖ ἀνακρίσεις. Ἀθῆναι, 15. — Ὁ ὑπουργός Ἐργασίας ἀνεκοίνωσεν ὅτι ὁ ἀριθμός τῶν ἀνέργων μειοῦται συνεχῶς, χάρις εἰς τά ληφθέντα μέτρα. Κατά τόν Ἰούνιον ἐσημειώθη μείωσις κατά 10.232 ἄτομα ἔναντι τοῦ προηγουμένου μηνός. Αἱ ἐπιδοτήσεις ἀνεργίας ἐμειώθησαν ἀναλόγως. ΤΟ ΙΡΑΚ ΑΠΕΠΟΙΗΘΗ ΑΜΕΡΙΚΑΝΙΚΗΝ ΔΑΝΕΙΟΔΟΤΗΣΙΝ ΒΑΓΔΑΤΗ, 15. (Ρώυτερ). — Ἡ ἰρακινή κυβέρνησις ἀπεποιήθη τήν προσφοράν τῶν Ἡνωμένων Πολιτειῶν διά χορήγησιν δανείου 2.000.000 δολλαρίων. ΗΡΝΗΘΗΣΑΝ ΝΑ ΠΑΡΑΣΧΟΥΝ ΤΑ ΣΤΟΙΧΕΙΑ ΤΩΝ Τρεῖς ἀνδρῶν τοῦ σταθμοῦ χωροφυλακῆς Ἐξαρχείων συνελήφθησαν χθές, διότι ἠρνήθησαν νά παράσχουν τά στοιχεῖα των. Ὁ ἀριθμός τῶν ἐγγεγραμμένων ἀνέργων κατά τό τέλος Ἰουνίου ἀνήρχετο εἰς 52.000 ἄτομα. Ἐξ αὐτῶν αἱ γυναῖκες ἀποτελοῦν τό 23%. Τό ὑπουργεῖον ἐξετάζει νέα προγράμματα ἐπαγγελματικῆς ἐκπαιδεύσεως διά τήν ἀπορρόφησιν τῶν ὑπολοίπων. Εἰς τήν περιοχήν πρωτευούσης ἡ μείωσις ἦτο μεγαλυτέρα.: [14, 476, 421, 665]
- subhead-ekkatharisi: ΕΚΚΑΘΑΡΙΣΙΣ ΠΙΛΟΤΩΝ: [851, 231, 972, 242]
- article-pigai-body: ΓΕΝΕΥΗ, 15. (ΟΥΝ). — Εἰς τό διεθνές συνέδριον ἀνεκοινώθη ὅτι διά τῶν ραδιοϊσοτόπων καθίσταται δυνατή ἡ ἀνεύρεσις πηγῶν ποσίμου ὕδατος. Ἡ μέθοδος ἐφηρμόσθη ἐπιτυχῶς εἰς χώρας τῆς Ἀφρικῆς καί τῆς Ἀσίας, ὅπου ἐξευρέθησαν ὑπόγεια ὕδατα εἰς περιοχάς ἐρημικάς. Οἱ ἐπιστήμονες ἐτόνισαν τήν σημασίαν τῆς μεθόδου διά τάς ἀναπτυσσομένας χώρας. ΡΙΨΙΣ ΠΡΟΚΗΡΥΞΕΩΝ ΣΑΪΓΚΟΝ, 15. (Ἀσσ. Πρές). — Ἀμερικανικά ἀεροπλάνα ἔρριψαν ἑκατομμύρια προκηρύξεων ὑπεράνω τοῦ Βορείου Βιετνάμ. Η ΥΠΟΘΕΣΙΣ ΤΟΥ ΚΥ ΣΑΪΓΚΟΝ, 15. — Ἡ ὑπόθεσις ἀπασχολεῖ τάς ἀρχάς. Ἡ ἔρευνα συνεχίζεται.: [638, 1329, 1185, 1404]
- headline-amerikh-kina: Η ΑΜΕΡΙΚΗ ΣΥΝΕΔΕΘΗ ΤΗΛΕΦΩΝΙΚΩΣ ΜΕΤΑ ΤΗΣ ΚΙΝΑΣ: [447, 523, 613, 568]
- article-nea-yersei-body: ΝΕΑ ΥΕΡΣΕΗ, 15. (Ἡνωμ. Τύπος). — Πάνω ἀπό 3.000 νέγροι συνεκρούσθησαν μέ τήν ἀστυνομίαν. Ἐτραυματίσθησαν 425 ἄτομα. Ἡ ἐθνοφρουρά ἐκλήθη νά ἐπέμβη διά τήν ἀποκατάστασιν τῆς τάξεως. Αἱ ζημίαι εἶναι σημαντικαί.: [1193, 1641, 1566, 1683]
- headline-ypovrychion: ΥΠΟΒΡΥΧΙΟΝ ΕΡΓΑΣΤΗΡΙΟΝ ΜΕ 40 ΕΠΙΣΤΗΜΟΝΑΣ ΘΑ ΜΕΙΝΗ ΕΠΙ ΔΩΔΕΚΑ ΗΜΕΡΑΣ ΕΙΣ ΒΑΘΟΣ 130 ΜΕΤΡΩΝ: [33, 1080, 402, 1114]
- subhead-arnithisan: ΗΡΝΗΘΗΣΑΝ ΝΑ ΠΑΡΑΣΧΟΥΝ ΤΑ ΣΤΟΙΧΕΙΑ ΤΩΝ: [225, 501, 417, 527]
- headline-mao-2: νά ἀποχωρήση τῆς ἀρχῆς: [58, 40, 376, 71]
- article-efodiopompai-body: ΣΑΪΓΚΟΝ, 15. (Ἀσσ. Πρές). — Ἀμερικανικά στρατηγικά βομβαρδιστικά ἐπέφεραν σοβαράς καταστροφάς εἰς τάς ἐφοδιοπομπάς τῶν Βορειοβιετναμιτῶν. Τά βομβαρδιστικά Β-52 ἐπέδραμον ἐναντίον στρατιωτικῶν ἐγκαταστάσεων εἰς τήν περιοχήν τῆς ἀποστρατιωτικοποιημένης ζώνης. Ἐκ τῶν ἐπιθέσεων κατεστράφησαν πολλά φορτηγά αὐτοκίνητα καί ἀποθῆκαι πυρομαχικῶν. Ἀμερικανός στρατηγός ἐδήλωσεν ὅτι αἱ ἐπιδρομαί θά συνεχισθοῦν. ΜΑΧΙΜΟΙ ΜΟΝΑΔΕΣ ΟΥΑΣΙΓΚΤΩΝ, 15. (Ἀσσ. Πρές). — Ὁ πρόεδρος Τζόνσον ἀπεφάσισε τήν ἀποστολήν μόνον μαχίμων μονάδων εἰς τόν στρατηγόν Γουέστμορλαντ. Ἡ δύναμις θά ἀνέλθη εἰς 525.000 ἄνδρας. ΑΜΕΡΙΚΑΝΙΚΗ ΑΠΑΝΤΗΣΙΣ Τό Πεντάγωνον ἀνεκοίνωσεν ὅτι αἱ ἐνισχύσεις θά ἀναχωρήσουν ἐντός τοῦ μηνός. Ἡ ἀπόφασις ἐλήφθη μετά ἀπό σύσκεψιν εἰς τόν Λευκόν Οἶκον.: [638, 810, 1185, 898]
- article-sarveyor-body: ΠΑΣΑΝΤΕΝΑ, Καλιφόρνια, 15. — Τό σεληνιακόν διαστημόπλοιον Σαρβέϊγορ 4 ἀκολουθεῖ ἀκριβῶς τήν προβλεφθεῖσαν πορείαν του πρός τήν Σελήνην, ἀνεκοίνωσαν οἱ ἐπιστήμονες.: [429, 78, 632, 130]
- heading-kideiai: ΚΗΔΕΙΑΙ: [495, 1164, 566, 1185]
- subheadline-sarveyor: ΕΞΗΣΦΑΛΙΣΘΗ Η ΠΡΟΣΕΔΑΦΙΣΙΣ: [451, 59, 609, 71]
- article-viaia-body: ΛΟΥΣΑΚΑ, Ζαμβία, 15. (Ἀσσ. Πρές). — Κατά τήν διάσκεψιν τῶν ἀφρικανικῶν χωρῶν ἐξεδηλώθη βιαία ἐπίθεσις κατά τῶν λευκῶν κυβερνήσεων τῆς Ροδεσίας.: [429, 265, 632, 307]
- headline-kairns: Ο ΚΑΪΡΝΣ ΕΝΙΚΗΣΕΝ ΕΙΣ ΤΟ ΓΚΡΑΝ ΠΡΙ: [441, 1088, 619, 1119]
- subheadline-foroi: ΘΑ ΠΕΡΙΟΡΙΣΘΟΥΝ ΑΙΣΘΗΤΩΣ ΑΙ ΠΡΟΣΦΥΓΑΙ: [1217, 587, 1542, 605]
- headline-efodiopompai: ΕΦΟΔΙΟΠΟΜΠΑΙ ΤΩΝ ΒΟΡΕΙΟΒΙΕΤΝΑΜΙΤΩΝ ΥΠΕΣΤΗΣΑΝ ΜΕΓΑΛΑΣ ΚΑΤΑΣΤΡΟΦΑΣ ΕΚ ΤΩΝ ΑΜΕΡΙΚΑΝΙΚΩΝ ΒΟΜΒΑΡΔΙΣΤΙΚΩΝ: [651, 685, 1172, 761]
- subhead-aigyptiaka: ΕΞ ΑΙΓΥΠΤΙΑΚΑ: [282, 1583, 359, 1593]
